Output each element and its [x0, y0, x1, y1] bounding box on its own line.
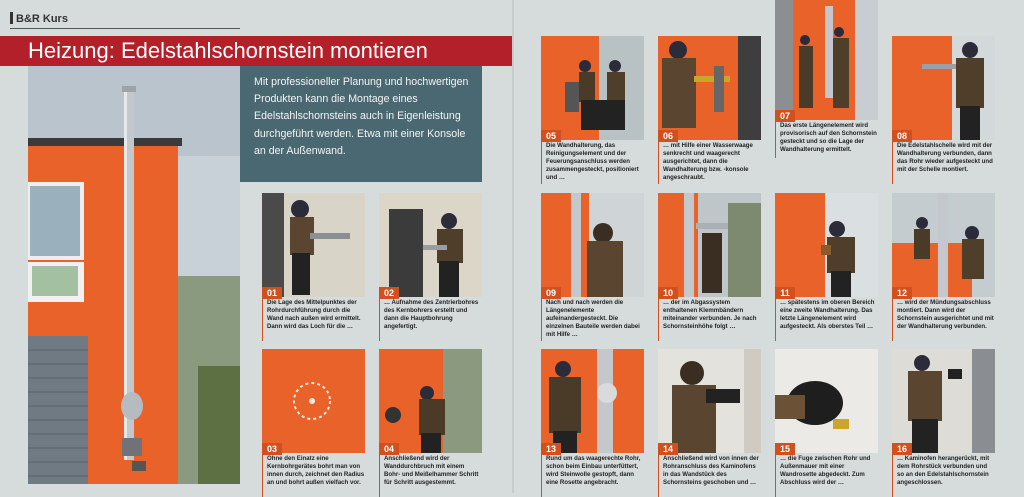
step-caption: … mit Hilfe einer Wasserwaage senkrecht und waagerecht ausgerichtet, dann die Wandhalterung bzw. -konsole angeschraubt.	[658, 142, 761, 184]
step-06	[658, 36, 761, 184]
step-caption: … der im Abgassystem enthaltenen Klemmbändern miteinander verbunden. Je nach Schornsteinhöhe folgt …	[658, 299, 761, 341]
step-02	[379, 193, 482, 341]
step-number: 09	[541, 287, 561, 299]
step-15	[775, 349, 878, 497]
step-number: 05	[541, 130, 561, 142]
step-photo	[892, 193, 995, 297]
step-caption: Das erste Längenelement wird provisorisch auf den Schornstein gesteckt und so die Lage der Wandhalterung ermittelt.	[775, 122, 878, 158]
step-photo	[658, 193, 761, 297]
step-03	[262, 349, 365, 497]
step-number: 16	[892, 443, 912, 455]
step-caption: Die Edelstahlschelle wird mit der Wandhalterung verbunden, dann das Rohr wieder aufgesteckt und mit der Schelle montiert.	[892, 142, 995, 184]
step-number: 12	[892, 287, 912, 299]
step-05	[541, 36, 644, 184]
intro-box	[240, 66, 482, 182]
step-number: 02	[379, 287, 399, 299]
step-caption: … Kaminofen herangerückt, mit dem Rohrstück verbunden und so an den Edelstahlschornstein angeschlossen.	[892, 455, 995, 497]
step-number: 01	[262, 287, 282, 299]
section-kicker	[10, 12, 68, 28]
step-photo	[262, 193, 365, 297]
step-number: 11	[775, 287, 795, 299]
step-07	[775, 0, 878, 153]
step-photo	[775, 193, 878, 297]
step-caption: Nach und nach werden die Längenelemente aufeinandergesteckt. Die einzelnen Bauteile werden dabei mit Hilfe …	[541, 299, 644, 341]
step-number: 14	[658, 443, 678, 455]
step-04	[379, 349, 482, 497]
step-number: 13	[541, 443, 561, 455]
chimney-house-photo	[28, 66, 240, 484]
page-title: Heizung: Edelstahlschornstein montieren	[28, 38, 428, 63]
step-number: 04	[379, 443, 399, 455]
step-number: 08	[892, 130, 912, 142]
step-photo	[541, 349, 644, 453]
step-number: 06	[658, 130, 678, 142]
step-caption: Ohne den Einatz eine Kernbohrgerätes bohrt man von innen durch, zeichnet den Radius an und bohrt außen vielfach vor.	[262, 455, 365, 497]
step-09	[541, 193, 644, 341]
step-caption: … die Fuge zwischen Rohr und Außenmauer mit einer Wandrosette abgedeckt. Zum Abschluss wird der …	[775, 455, 878, 497]
step-11	[775, 193, 878, 341]
step-number: 10	[658, 287, 678, 299]
step-caption: … spätestens im oberen Bereich eine zweite Wandhalterung. Das letzte Längenelement wird aufgesteckt. Als oberstes Teil …	[775, 299, 878, 341]
step-photo	[541, 36, 644, 140]
step-photo	[892, 349, 995, 453]
step-number: 07	[775, 110, 795, 122]
step-caption: … wird der Mündungsabschluss montiert. Dann wird der Schornstein ausgerichtet und mit der Wandhalterung verbunden.	[892, 299, 995, 341]
step-photo	[892, 36, 995, 140]
step-12	[892, 193, 995, 341]
step-10	[658, 193, 761, 341]
kicker-text: B&R Kurs	[16, 13, 68, 25]
step-photo	[658, 36, 761, 140]
step-photo	[262, 349, 365, 453]
page-gutter	[512, 0, 514, 493]
kicker-rule	[10, 28, 240, 29]
step-13	[541, 349, 644, 497]
step-photo	[775, 349, 878, 453]
step-08	[892, 36, 995, 184]
step-caption: … Aufnahme des Zentrierbohres des Kernbohrers erstellt und dann die Hauptbohrung angefertigt.	[379, 299, 482, 341]
step-caption: Die Wandhalterung, das Reinigungselement und der Feuerungsanschluss werden zusammengesteckt, positioniert und …	[541, 142, 644, 184]
step-caption: Die Lage des Mittelpunktes der Rohrdurchführung durch die Wand nach außen wird ermittelt. Dann wird das Loch für die …	[262, 299, 365, 341]
step-number: 03	[262, 443, 282, 455]
step-14	[658, 349, 761, 497]
step-photo	[775, 0, 878, 120]
house-illustration	[28, 66, 240, 484]
step-photo	[379, 349, 482, 453]
step-photo	[541, 193, 644, 297]
step-caption: Rund um das waagerechte Rohr, schon beim Einbau unterfüttert, wird Steinwolle gestopft, dann eine Rosette angebracht.	[541, 455, 644, 497]
step-caption: Anschließend wird der Wanddurchbruch mit einem Bohr- und Meißelhammer Schritt für Schritt ausgestemmt.	[379, 455, 482, 497]
title-bar	[0, 36, 512, 66]
intro-text: Mit professioneller Planung und hochwertigen Produkten kann die Montage eines Edelstahlschornsteins auch in Eigenleistung durchgeführt werden. Etwa mit einer Konsole an der Außenwand.	[254, 76, 469, 157]
step-photo	[658, 349, 761, 453]
step-photo	[379, 193, 482, 297]
step-16	[892, 349, 995, 497]
step-01	[262, 193, 365, 341]
step-caption: Anschließend wird von innen der Rohranschluss des Kaminofens in das Wandstück des Schornsteins geschoben und …	[658, 455, 761, 497]
step-number: 15	[775, 443, 795, 455]
